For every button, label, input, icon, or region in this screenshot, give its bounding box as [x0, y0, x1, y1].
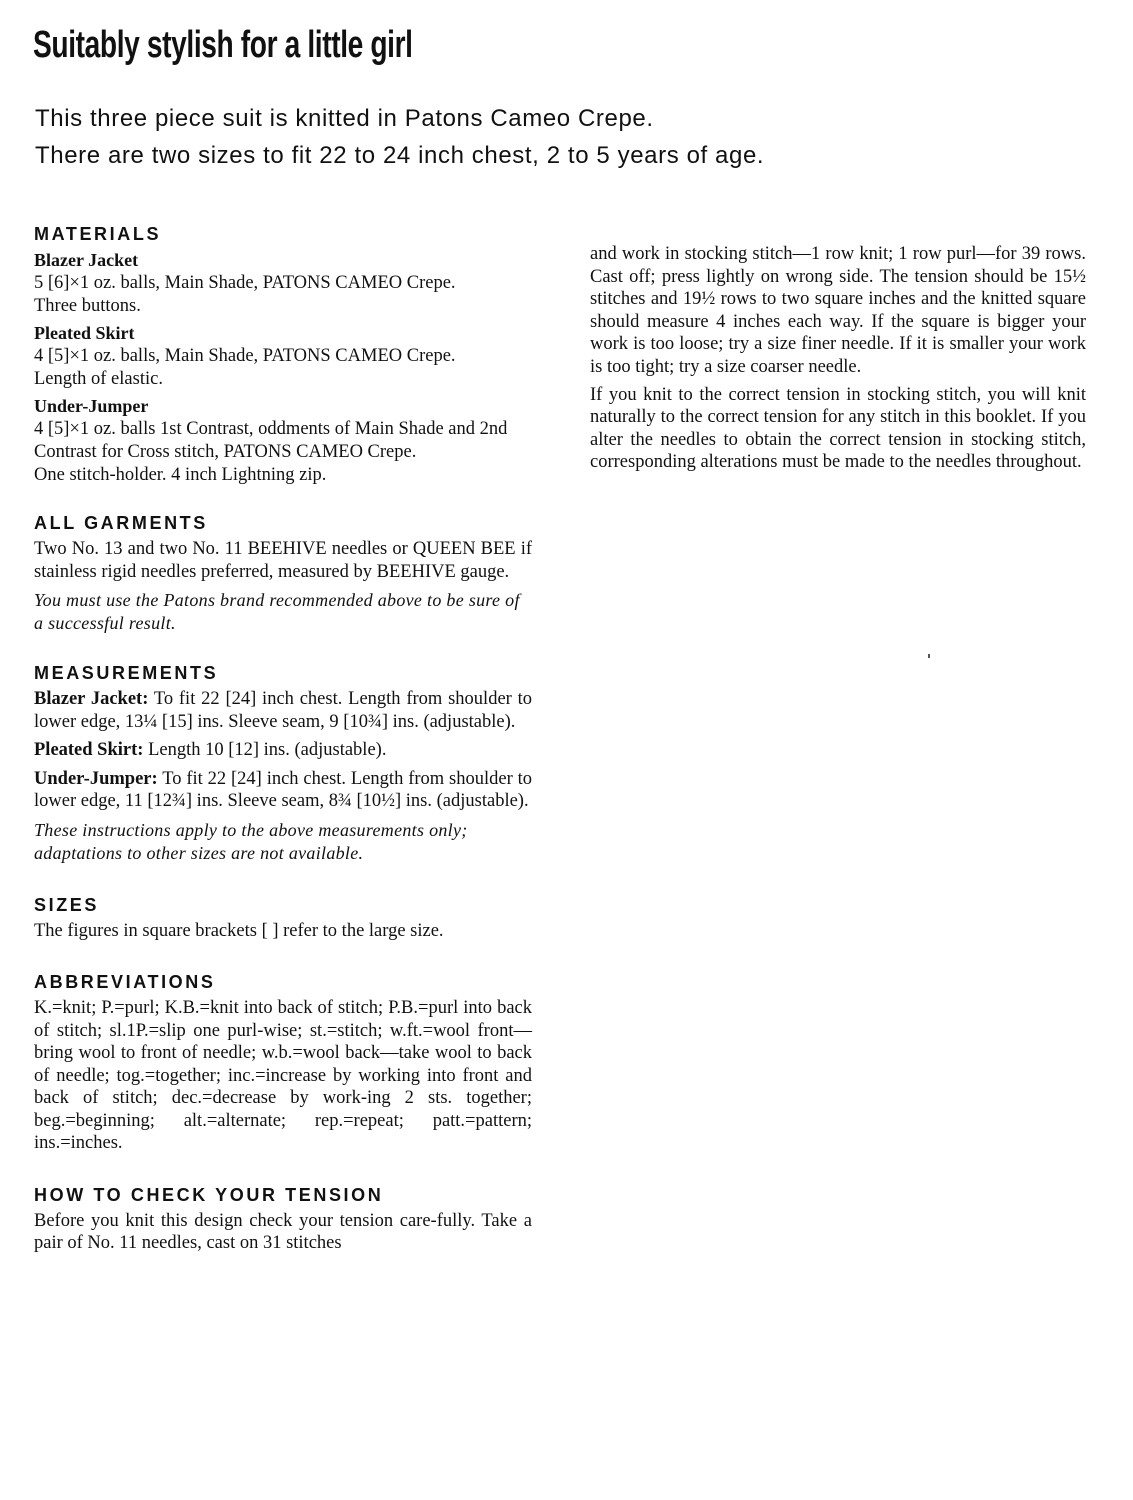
materials-group-name: Under-Jumper	[34, 396, 149, 416]
measurements-heading: MEASUREMENTS	[34, 663, 219, 683]
right-column	[590, 243, 1086, 479]
tension-section	[34, 1185, 532, 1255]
page-title: Suitably stylish for a little girl	[33, 24, 413, 66]
measurement-item-jumper	[34, 768, 532, 813]
intro-line-1: This three piece suit is knitted in Patons Cameo Crepe.	[35, 105, 654, 132]
tension-text: Before you knit this design check your tension care-fully. Take a pair of No. 11 needles, cast on 31 stitches	[34, 1210, 532, 1253]
intro-line-2: There are two sizes to fit 22 to 24 inch chest, 2 to 5 years of age.	[35, 142, 765, 169]
measurement-item-skirt	[34, 739, 532, 762]
measurement-text: To fit 22 [24] inch chest. Length from shoulder to lower edge, 13¼ [15] ins. Sleeve seam, 9 [10¾] ins. (adjustable).	[34, 689, 533, 732]
abbreviations-section	[34, 972, 532, 1155]
materials-group-name: Blazer Jacket	[34, 250, 139, 270]
materials-line: 4 [5]×1 oz. balls 1st Contrast, oddments of Main Shade and 2nd Contrast for Cross stitch, PATONS CAMEO Crepe.	[34, 419, 508, 462]
tension-continued-paragraph: and work in stocking stitch—1 row knit; 1 row purl—for 39 rows. Cast off; press lightly on wrong side. The tension should be 15½ stitches and 19½ rows to two square inches and the knitted square should measure 4 inches each way. If the square is bigger your work is too loose; try a size finer needle. If it is smaller your work is too tight; try a size coarser needle.	[590, 244, 1086, 377]
sizes-text: The figures in square brackets [ ] refer to the large size.	[34, 920, 444, 941]
measurement-label: Under-Jumper:	[34, 768, 158, 789]
measurement-text: Length 10 [12] ins. (adjustable).	[143, 740, 387, 760]
all-garments-note: You must use the Patons brand recommended above to be sure of a successful result.	[34, 590, 520, 633]
all-garments-section	[34, 513, 532, 635]
intro	[35, 100, 1115, 174]
materials-under-jumper	[34, 395, 532, 487]
measurement-text: To fit 22 [24] inch chest. Length from shoulder to lower edge, 11 [12¾] ins. Sleeve seam, 8¾ [10½] ins. (adjustable).	[34, 768, 532, 811]
measurements-note: These instructions apply to the above measurements only; adaptations to other sizes are not available.	[34, 819, 468, 863]
measurement-label: Blazer Jacket:	[34, 689, 149, 709]
measurements-section	[34, 663, 532, 865]
all-garments-text: Two No. 13 and two No. 11 BEEHIVE needles or QUEEN BEE if stainless rigid needles preferred, measured by BEEHIVE gauge.	[34, 539, 532, 582]
abbreviations-text: K.=knit; P.=purl; K.B.=knit into back of stitch; P.B.=purl into back of stitch; sl.1P.=slip one purl-wise; st.=stitch; w.ft.=wool front—bring wool to front of needle; w.b.=wool back—take wool to back of needle; tog.=together; inc.=increase by working into front and back of stitch; dec.=decrease by work-ing 2 sts. together; beg.=beginning; alt.=alternate; rep.=repeat; patt.=pattern; ins.=inches.	[34, 998, 532, 1153]
print-speck	[928, 654, 930, 658]
measurement-label: Pleated Skirt:	[34, 740, 144, 760]
tension-heading: HOW TO CHECK YOUR TENSION	[34, 1184, 384, 1205]
measurement-item-blazer	[34, 688, 532, 733]
materials-blazer-jacket	[34, 249, 532, 318]
materials-section	[34, 224, 532, 487]
left-column	[34, 224, 532, 1261]
sizes-section	[34, 895, 532, 943]
materials-pleated-skirt	[34, 322, 532, 391]
materials-group-name: Pleated Skirt	[34, 323, 135, 343]
all-garments-heading: ALL GARMENTS	[34, 513, 208, 533]
materials-line: Three buttons.	[34, 296, 141, 316]
materials-line: 5 [6]×1 oz. balls, Main Shade, PATONS CAMEO Crepe.	[34, 273, 456, 293]
abbreviations-heading: ABBREVIATIONS	[34, 972, 216, 992]
materials-line: Length of elastic.	[34, 369, 163, 389]
sizes-heading: SIZES	[34, 894, 100, 915]
materials-line: One stitch-holder. 4 inch Lightning zip.	[34, 465, 327, 485]
materials-heading: MATERIALS	[34, 224, 162, 244]
tension-advice-paragraph: If you knit to the correct tension in stocking stitch, you will knit naturally to the correct tension for any stitch in this booklet. If you alter the needles to obtain the correct tension in stocking stitch, corresponding alterations must be made to the needles throughout.	[590, 384, 1086, 473]
materials-line: 4 [5]×1 oz. balls, Main Shade, PATONS CAMEO Crepe.	[34, 346, 456, 366]
